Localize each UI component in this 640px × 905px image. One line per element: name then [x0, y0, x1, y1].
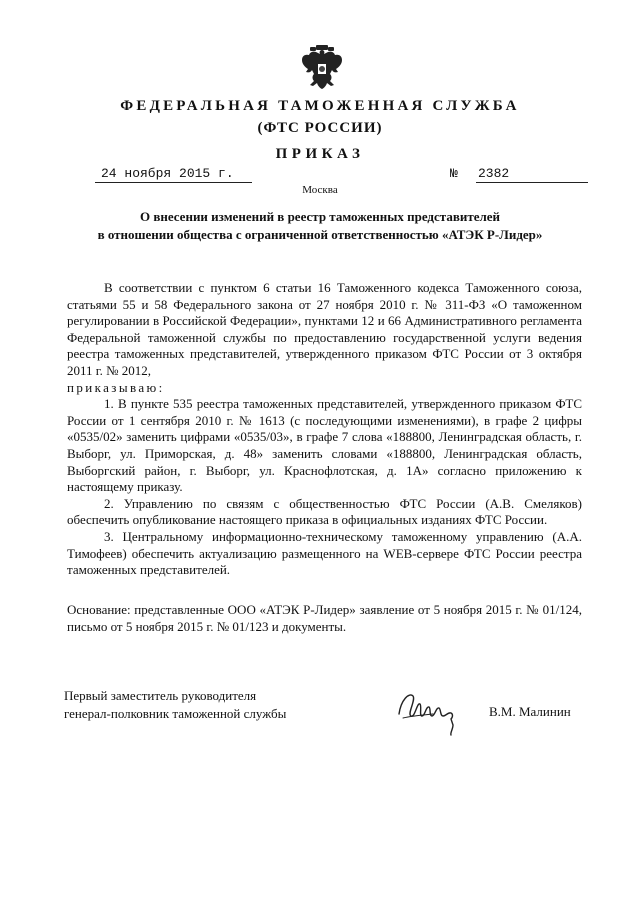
- subject-line-2: в отношении общества с ограниченной ответственностью «АТЭК Р-Лидер»: [97, 227, 543, 242]
- agency-name: ФЕДЕРАЛЬНАЯ ТАМОЖЕННАЯ СЛУЖБА: [120, 98, 520, 114]
- coat-of-arms-emblem: [300, 44, 344, 94]
- item-2-paragraph: 2. Управлению по связям с общественностью ФТС России (А.В. Смеляков) обеспечить опубликование настоящего приказа в официальных изданиях ФТС России.: [67, 495, 582, 528]
- subject-line-1: О внесении изменений в реестр таможенных представителей: [139, 209, 501, 224]
- item-1-paragraph: 1. В пункте 535 реестра таможенных представителей, утвержденного приказом ФТС России от 1 сентября 2010 г. № 1613 (с последующими изменениями), в графе 2 цифры «0535/02» заменить цифрами «0535/03», в графе 7 слова «188800, Ленинградская область, г. Выборг, ул. Приморская, д. 48» заменить словами «188800, Ленинградская область, Выборгский район, г. Выборг, ул. Краснофлотская, д. 1А» согласно приложению к настоящему приказу.: [67, 396, 582, 495]
- order-body: [67, 280, 582, 579]
- signer-position-line-2: генерал-полковник таможенной службы: [64, 706, 287, 721]
- basis-paragraph: Основание: представленные ООО «АТЭК Р-Лидер» заявление от 5 ноября 2015 г. № 01/124, письмо от 5 ноября 2015 г. № 01/123 и документы.: [67, 602, 582, 634]
- handwritten-signature: [393, 684, 473, 736]
- basis-block: [67, 602, 582, 635]
- document-type: ПРИКАЗ: [275, 146, 365, 162]
- order-date: 24 ноября 2015 г.: [95, 166, 252, 183]
- city: Москва: [302, 184, 338, 196]
- signer-name: В.М. Малинин: [489, 704, 571, 719]
- order-number-label: №: [450, 166, 458, 181]
- agency-short-name: (ФТС РОССИИ): [257, 120, 383, 136]
- signer-position-line-1: Первый заместитель руководителя: [64, 688, 257, 703]
- preamble-paragraph: В соответствии с пунктом 6 статьи 16 Таможенного кодекса Таможенного союза, статьями 55 и 58 Федерального закона от 27 ноября 2010 г. № 311-ФЗ «О таможенном регулировании в Российской Федерации», пунктами 12 и 66 Административного регламента Федеральной таможенной службы по предоставлению государственной услуги ведения реестра таможенных представителей, утвержденного приказом ФТС России от 3 октября 2011 г. № 2012,: [67, 280, 582, 378]
- order-command: приказываю:: [67, 379, 165, 395]
- item-3-paragraph: 3. Центральному информационно-техническому таможенному управлению (А.А. Тимофеев) обеспечить актуализацию размещенного на WEB-сервере ФТС России реестра таможенных представителей.: [67, 528, 582, 578]
- order-number: 2382: [476, 166, 588, 183]
- signer-position: [64, 687, 286, 723]
